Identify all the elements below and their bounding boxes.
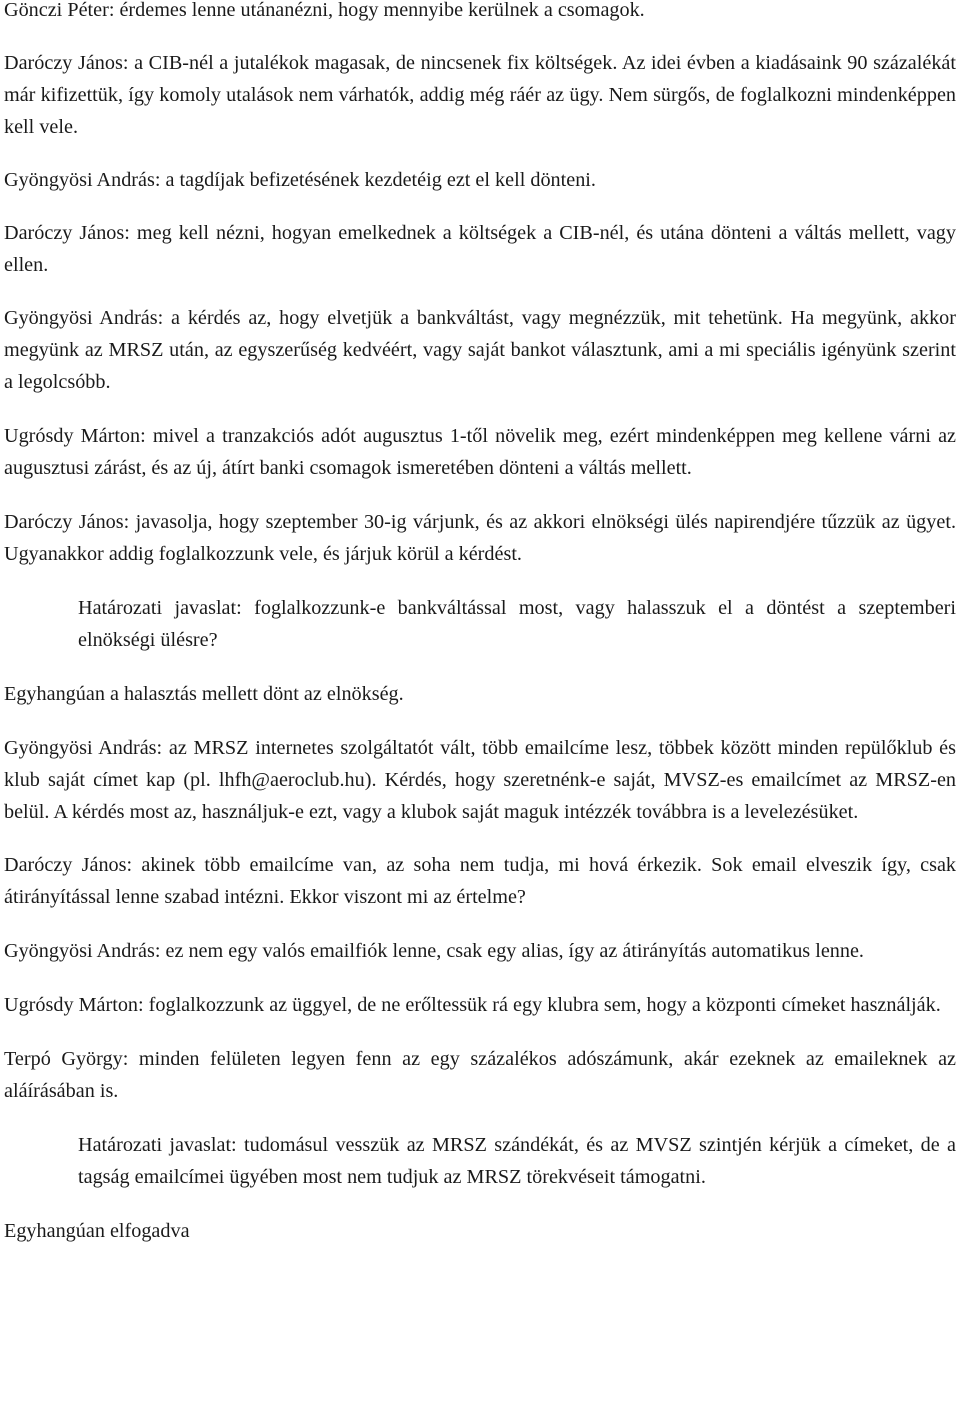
document-page bbox=[4, 0, 956, 1247]
paragraph-ugrosdy-tranzakcios-ado: Ugrósdy Márton: mivel a tranzakciós adót augusztus 1-től növelik meg, ezért mindenképpen meg kellene várni az augusztusi zárást, és az új, átírt banki csomagok ismeretében dönteni a váltás mellett. bbox=[4, 425, 956, 479]
decision-halasztas: Egyhangúan a halasztás mellett dönt az elnökség. bbox=[4, 683, 404, 705]
paragraph-gyongyosi-alias: Gyöngyösi András: ez nem egy valós emailfiók lenne, csak egy alias, így az átirányítás automatikus lenne. bbox=[4, 940, 864, 962]
paragraph-daroczy-cib-jutalekok: Daróczy János: a CIB-nél a jutalékok magasak, de nincsenek fix költségek. Az idei évben a kiadásaink 90 százalékát már kifizettük, így komoly utalások nem várhatók, addig még ráér az ügy. Nem sürgős, de foglalkozni mindenképpen kell vele. bbox=[4, 52, 956, 138]
paragraph-daroczy-emailcimek: Daróczy János: akinek több emailcíme van, az soha nem tudja, mi hová érkezik. Sok email elveszik így, csak átirányítással lenne szabad intézni. Ekkor viszont mi az értelme? bbox=[4, 854, 956, 908]
resolution-proposal-emailcimek: Határozati javaslat: tudomásul vesszük az MRSZ szándékát, és az MVSZ szintjén kérjük a címeket, de a tagság emailcímei ügyében most nem tudjuk az MRSZ törekvéseit támogatni. bbox=[78, 1134, 956, 1188]
resolution-proposal-bankvaltas: Határozati javaslat: foglalkozzunk-e bankváltással most, vagy halasszuk el a döntést a szeptemberi elnökségi ülésre? bbox=[78, 597, 956, 651]
decision-elfogadva: Egyhangúan elfogadva bbox=[4, 1220, 190, 1242]
paragraph-daroczy-koltsegek: Daróczy János: meg kell nézni, hogyan emelkednek a költségek a CIB-nél, és utána dönteni a váltás mellett, vagy ellen. bbox=[4, 222, 956, 276]
paragraph-terpo-adoszam: Terpó György: minden felületen legyen fenn az egy százalékos adószámunk, akár ezeknek az emaileknek az aláírásában is. bbox=[4, 1048, 956, 1102]
paragraph-daroczy-szeptember: Daróczy János: javasolja, hogy szeptember 30-ig várjunk, és az akkori elnökségi ülés napirendjére tűzzük az ügyet. Ugyanakkor addig foglalkozzunk vele, és járjuk körül a kérdést. bbox=[4, 511, 956, 565]
paragraph-gonczi-csomagok: Gönczi Péter: érdemes lenne utánanézni, hogy mennyibe kerülnek a csomagok. bbox=[4, 0, 645, 21]
paragraph-ugrosdy-kozponti-cimek: Ugrósdy Márton: foglalkozzunk az üggyel, de ne erőltessük rá egy klubra sem, hogy a központi címeket használják. bbox=[4, 994, 941, 1016]
paragraph-gyongyosi-bankvaltas: Gyöngyösi András: a kérdés az, hogy elvetjük a bankváltást, vagy megnézzük, mit tehetünk. Ha megyünk, akkor megyünk az MRSZ után, az egyszerűség kedvéért, vagy saját bankot választunk, ami a mi speciális igényünk szerint a legolcsóbb. bbox=[4, 307, 956, 393]
paragraph-gyongyosi-emailcim: Gyöngyösi András: az MRSZ internetes szolgáltatót vált, több emailcíme lesz, többek között minden repülőklub és klub saját címet kap (pl. lhfh@aeroclub.hu). Kérdés, hogy szeretnénk-e saját, MVSZ-es emailcímet az MRSZ-en belül. A kérdés most az, használjuk-e ezt, vagy a klubok saját maguk intézzék továbbra is a levelezésüket. bbox=[4, 737, 956, 823]
paragraph-gyongyosi-tagdijak: Gyöngyösi András: a tagdíjak befizetésének kezdetéig ezt el kell dönteni. bbox=[4, 169, 596, 191]
